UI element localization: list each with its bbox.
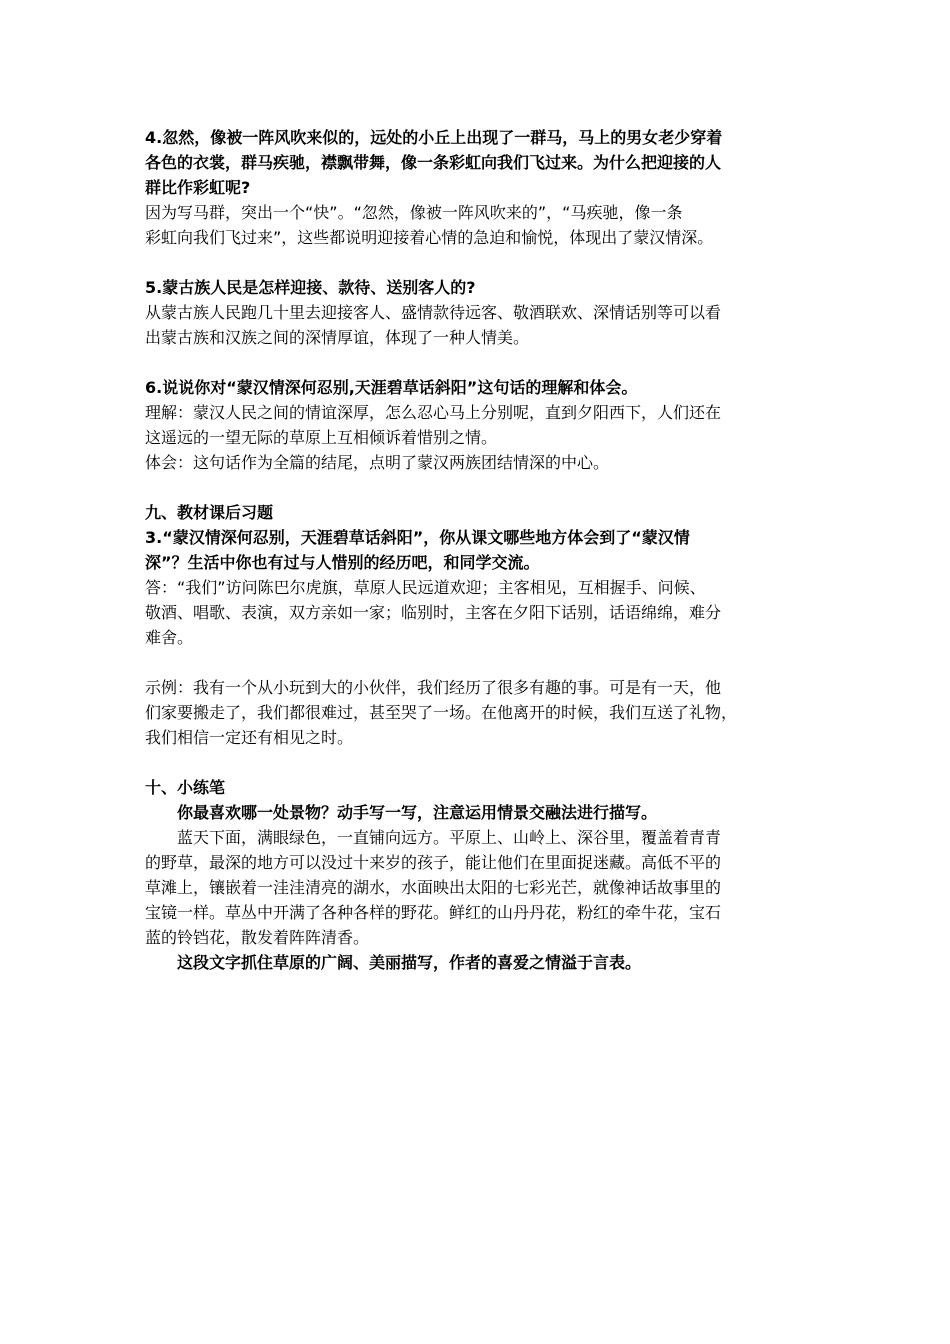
passage-text: 的野草，最深的地方可以没过十来岁的孩子，能让他们在里面捉迷藏。高低不平的 (145, 853, 722, 872)
writing-prompt: 你最喜欢哪一处景物？动手写一写，注意运用情景交融法进行描写。 (177, 803, 658, 822)
question-text: 5.蒙古族人民是怎样迎接、款待、送别客人的? (145, 278, 476, 297)
example-text: 们家要搬走了，我们都很难过，甚至哭了一场。在他离开的时候，我们互送了礼物， (145, 703, 738, 722)
answer-text: 出蒙古族和汉族之间的深情厚谊，体现了一种人情美。 (145, 328, 530, 347)
question-text: 群比作彩虹呢? (145, 178, 251, 197)
question-4 (145, 125, 813, 250)
answer-text: 彩虹向我们飞过来”，这些都说明迎接着心情的急迫和愉悦，体现出了蒙汉情深。 (145, 228, 714, 247)
section-heading: 十、小练笔 (145, 778, 226, 797)
spacer (145, 350, 813, 375)
spacer (145, 250, 813, 275)
question-text: 各色的衣裳，群马疾驰，襟飘带舞，像一条彩虹向我们飞过来。为什么把迎接的人 (145, 153, 722, 172)
answer-text: 从蒙古族人民跑几十里去迎接客人、盛情款待远客、敬酒联欢、深情话别等可以看 (145, 303, 722, 322)
answer-text: 这遥远的一望无际的草原上互相倾诉着惜别之情。 (145, 428, 498, 447)
answer-text: 敬酒、唱歌、表演，双方亲如一家；临别时，主客在夕阳下话别，话语绵绵，难分 (145, 603, 722, 622)
answer-text: 因为写马群，突出一个“快”。“忽然，像被一阵风吹来的”，“马疾驰，像一条 (145, 203, 683, 222)
answer-text: 难舍。 (145, 628, 194, 647)
passage-text: 蓝的铃铛花，散发着阵阵清香。 (145, 928, 370, 947)
spacer (145, 750, 813, 775)
spacer (145, 650, 813, 675)
answer-text: 体会：这句话作为全篇的结尾，点明了蒙汉两族团结情深的中心。 (145, 453, 610, 472)
section-10 (145, 775, 813, 975)
example-text: 示例：我有一个从小玩到大的小伙伴，我们经历了很多有趣的事。可是有一天，他 (145, 678, 722, 697)
question-5 (145, 275, 813, 350)
question-text: 4.忽然，像被一阵风吹来似的，远处的小丘上出现了一群马，马上的男女老少穿着 (145, 128, 723, 147)
example-text: 我们相信一定还有相见之时。 (145, 728, 354, 747)
question-text: 6.说说你对“蒙汉情深何忍别,天涯碧草话斜阳”这句话的理解和体会。 (145, 378, 638, 397)
document-page (145, 125, 813, 975)
answer-text: 理解：蒙汉人民之间的情谊深厚，怎么忍心马上分别呢，直到夕阳西下，人们还在 (145, 403, 722, 422)
question-text: 3.“蒙汉情深何忍别，天涯碧草话斜阳”，你从课文哪些地方体会到了“蒙汉情 (145, 528, 690, 547)
section-heading: 九、教材课后习题 (145, 503, 274, 522)
passage-text: 草滩上，镶嵌着一洼洼清亮的湖水，水面映出太阳的七彩光芒，就像神话故事里的 (145, 878, 722, 897)
section-9 (145, 500, 813, 750)
spacer (145, 475, 813, 500)
passage-summary: 这段文字抓住草原的广阔、美丽描写，作者的喜爱之情溢于言表。 (177, 953, 642, 972)
passage-text: 宝镜一样。草丛中开满了各种各样的野花。鲜红的山丹丹花，粉红的牵牛花，宝石 (145, 903, 722, 922)
passage-text: 蓝天下面，满眼绿色，一直铺向远方。平原上、山岭上、深谷里，覆盖着青青 (177, 828, 722, 847)
question-6 (145, 375, 813, 475)
question-text: 深”？生活中你也有过与人惜别的经历吧，和同学交流。 (145, 553, 540, 572)
answer-text: 答：“我们”访问陈巴尔虎旗，草原人民远道欢迎；主客相见，互相握手、问候、 (145, 578, 706, 597)
